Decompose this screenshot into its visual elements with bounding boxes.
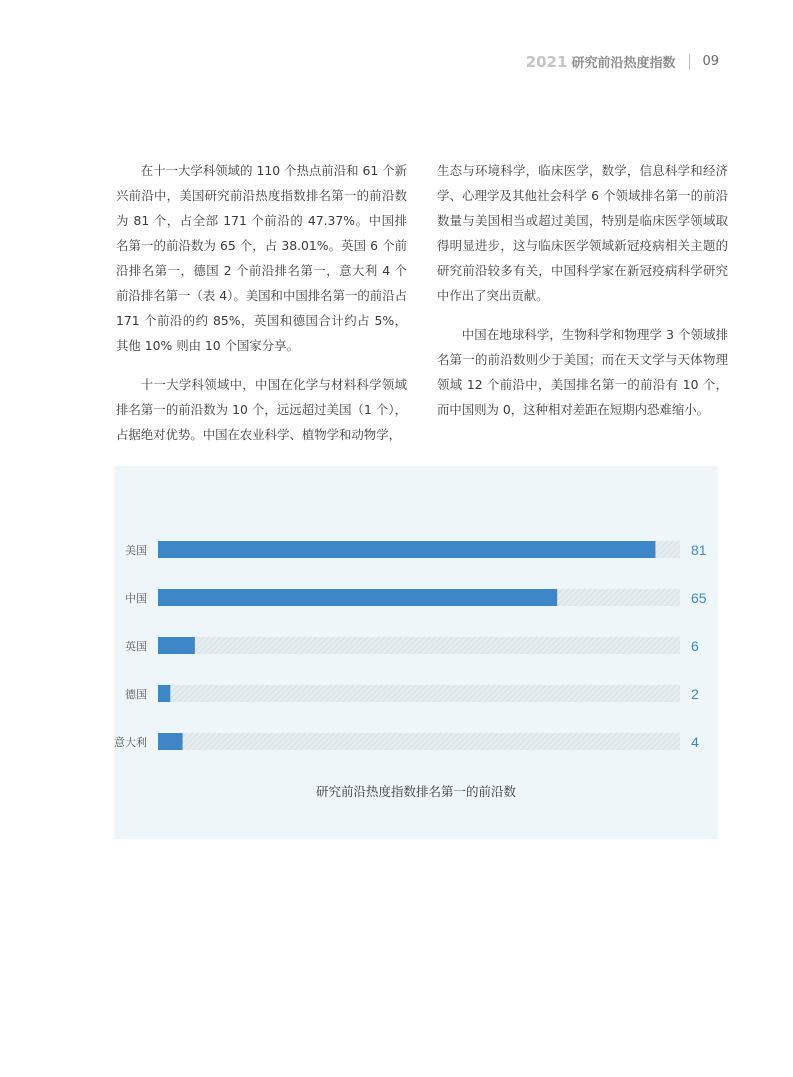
- paragraph: 生态与环境科学，临床医学，数学，信息科学和经济学、心理学及其他社会科学 6 个领域排名第一的前沿数量与美国相当或超过美国，特别是临床医学领域取得明显进步，这与临床医学领域新冠疫病相关主题的研究前沿较多有关，中国科学家在新冠疫病科学研究中作出了突出贡献。: [437, 163, 728, 303]
- body-text: [116, 158, 728, 461]
- bar-chart: [114, 466, 718, 766]
- value-label: 2: [691, 686, 699, 702]
- paragraph: 在十一大学科领域的 110 个热点前沿和 61 个新兴前沿中，美国研究前沿热度指数排名第一的前沿数为 81 个，占全部 171 个前沿的 47.37%。中国排名第一的前沿数为 65 个，占 38.01%。英国 6 个前沿排名第一，德国 2 个前沿排名第一，意大利 4 个前沿排名第一（表 4）。美国和中国排名第一的前沿占 171 个前沿的约 85%，英国和德国合计约占 5%，其他 10% 则由 10 个国家分享。: [116, 163, 407, 353]
- category-label: 中国: [125, 592, 147, 605]
- header-title: 研究前沿热度指数: [571, 56, 676, 71]
- paragraph: 中国在地球科学，生物科学和物理学 3 个领域排名第一的前沿数则少于美国；而在天文学与天体物理领域 12 个前沿中，美国排名第一的前沿有 10 个，而中国则为 0，这种相对差距在短期内恐难缩小。: [437, 327, 728, 417]
- header-year: 2021: [525, 52, 568, 71]
- bar: [158, 589, 557, 606]
- category-label: 德国: [125, 688, 147, 701]
- page-number: 09: [702, 54, 719, 69]
- bar: [158, 541, 655, 558]
- bar: [158, 733, 183, 750]
- right-column: [437, 158, 728, 461]
- paragraph: 十一大学科领域中，中国在化学与材料科学领域排名第一的前沿数为 10 个，远远超过美国（1 个），占据绝对优势。中国在农业科学、植物学和动物学，: [116, 377, 407, 442]
- value-label: 4: [691, 734, 699, 750]
- bar: [158, 637, 195, 654]
- bar-track: [158, 637, 680, 654]
- value-label: 81: [691, 542, 707, 558]
- category-label: 英国: [125, 640, 147, 653]
- category-label: 意大利: [114, 736, 147, 749]
- value-label: 6: [691, 638, 699, 654]
- category-label: 美国: [125, 544, 147, 557]
- chart-caption: 研究前沿热度指数排名第一的前沿数: [315, 784, 516, 799]
- left-column: [116, 158, 407, 461]
- header-divider: [689, 54, 690, 70]
- bar-track: [158, 733, 680, 750]
- bar: [158, 685, 170, 702]
- value-label: 65: [691, 590, 707, 606]
- running-header: [526, 52, 719, 71]
- bar-chart-panel: [114, 466, 718, 839]
- bar-track: [158, 685, 680, 702]
